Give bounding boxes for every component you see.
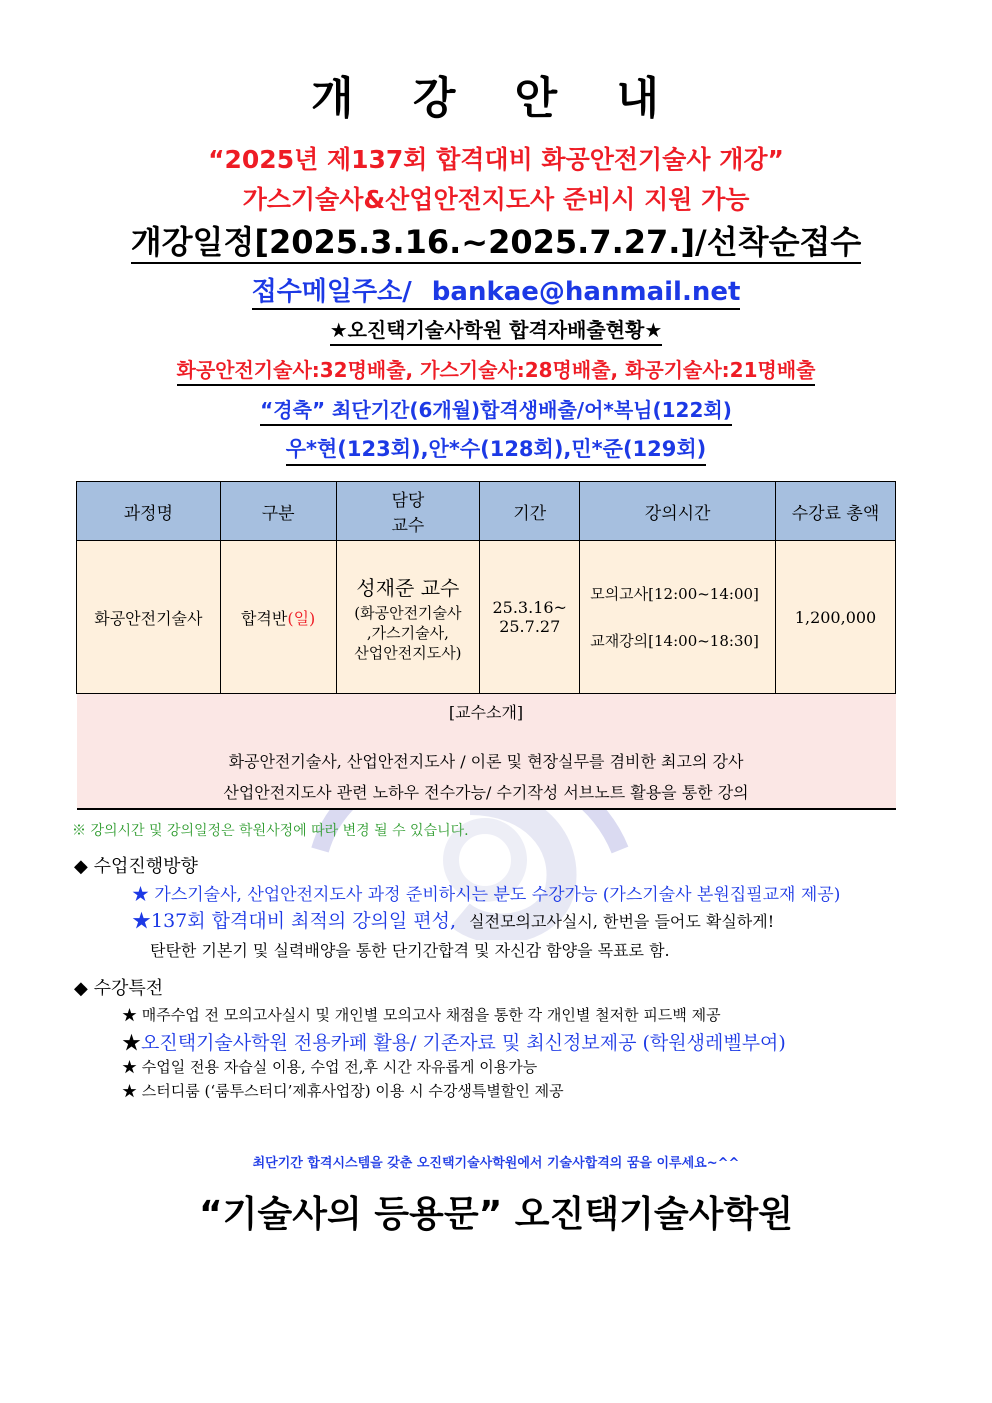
- cell-time: 모의고사[12:00~14:00] 교재강의[14:00~18:30]: [580, 541, 776, 694]
- cell-professor: 성재준 교수 (화공안전기술사 ,가스기술사, 산업안전지도사): [336, 541, 480, 694]
- congrats-text: “경축” 최단기간(6개월)합격생배출/어*복님(122회): [260, 396, 732, 426]
- email-block: [252, 276, 741, 310]
- email-address[interactable]: bankae@hanmail.net: [431, 277, 741, 307]
- direction-line-2: ★137회 합격대비 최적의 강의일 편성, 실전모의고사실시, 한번을 들어도 확실하게!: [132, 910, 775, 932]
- direction-line-3: 탄탄한 기본기 및 실력배양을 통한 단기간합격 및 자신감 함양을 목표로 함.: [150, 941, 670, 960]
- academy-heading: ★오진택기술사학원 합격자배출현황★: [330, 316, 663, 346]
- cell-period: 25.3.16~ 25.7.27: [480, 541, 580, 694]
- course-table: [76, 481, 896, 810]
- schedule-text: 개강일정[2025.3.16.~2025.7.27.]/선착순접수: [131, 222, 862, 264]
- section-heading-direction: ◆ 수업진행방향: [74, 856, 198, 877]
- benefit-line-4: ★ 스터디룸 (‘룸투스터디’제휴사업장) 이용 시 수강생특별할인 제공: [122, 1082, 564, 1100]
- table-header-row: [77, 482, 896, 541]
- stats-row: [0, 356, 992, 386]
- section-heading-benefits: ◆ 수강특전: [74, 978, 164, 999]
- academy-heading-row: [0, 316, 992, 346]
- schedule-note: ※ 강의시간 및 강의일정은 학원사정에 따라 변경 될 수 있습니다.: [72, 823, 469, 839]
- passer-names: 우*현(123회),안*수(128회),민*준(129회): [286, 434, 707, 466]
- pass-stats: 화공안전기술사:32명배출, 가스기술사:28명배출, 화공기술사:21명배출: [177, 356, 816, 386]
- closing-slogan: 최단기간 합격시스템을 갖춘 오진택기술사학원에서 기술사합격의 꿈을 이루세요~^^: [252, 1156, 740, 1171]
- header-period: 기간: [480, 482, 580, 541]
- table-row: [77, 541, 896, 694]
- header-fee: 수강료 총액: [776, 482, 896, 541]
- names-row: [0, 434, 992, 466]
- professor-intro: [교수소개] 화공안전기술사, 산업안전지도사 / 이론 및 현장실무를 겸비한 최고의 강사 산업안전지도사 관련 노하우 전수가능/ 수기작성 서브노트 활용을 통한 강의: [77, 694, 896, 810]
- congrats-row: [0, 396, 992, 426]
- header-professor: 담당 교수: [336, 482, 480, 541]
- header-type: 구분: [220, 482, 336, 541]
- closing-title: “기술사의 등용문” 오진택기술사학원: [198, 1194, 794, 1235]
- professor-name: 성재준 교수: [356, 575, 460, 600]
- header-course: 과정명: [77, 482, 221, 541]
- header-time: 강의시간: [580, 482, 776, 541]
- cell-fee: 1,200,000: [776, 541, 896, 694]
- intro-row: [77, 694, 896, 810]
- direction-line-1: ★ 가스기술사, 산업안전지도사 과정 준비하시는 분도 수강가능 (가스기술사 본원집필교재 제공): [132, 885, 841, 905]
- cell-type: 합격반(일): [220, 541, 336, 694]
- benefit-line-1: ★ 매주수업 전 모의고사실시 및 개인별 모의고사 채점을 통한 각 개인별 철저한 피드백 제공: [122, 1006, 721, 1024]
- cell-course: 화공안전기술사: [77, 541, 221, 694]
- subtitle-support: 가스기술사&산업안전지도사 준비시 지원 가능: [242, 185, 750, 214]
- benefit-line-3: ★ 수업일 전용 자습실 이용, 수업 전,후 시간 자유롭게 이용가능: [122, 1058, 538, 1076]
- class-day: (일): [287, 608, 316, 628]
- subtitle-course: “2025년 제137회 합격대비 화공안전기술사 개강”: [208, 145, 784, 174]
- page-title: 개 강 안 내: [311, 73, 681, 124]
- email-row: [0, 276, 992, 310]
- schedule-row: [0, 222, 992, 264]
- benefit-line-2: ★오진택기술사학원 전용카페 활용/ 기존자료 및 최신정보제공 (학원생레벨부여): [122, 1032, 786, 1054]
- email-label: 접수메일주소/: [251, 277, 412, 307]
